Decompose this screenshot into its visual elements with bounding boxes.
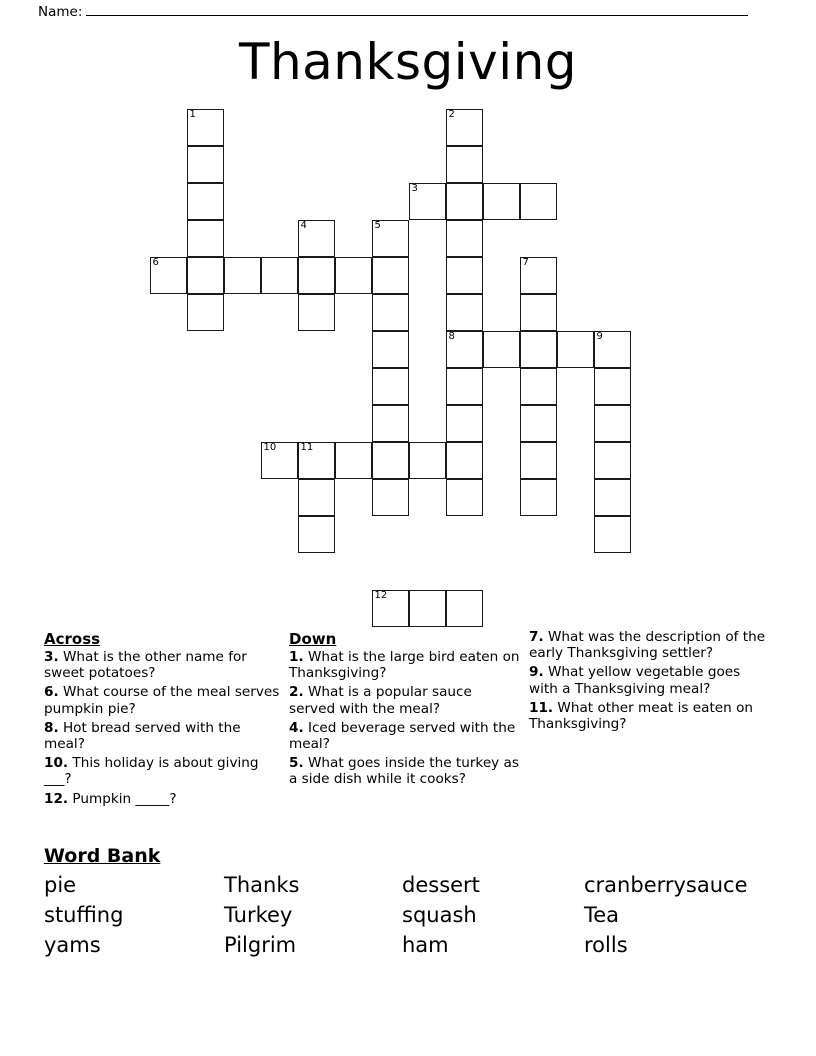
clue-text: This holiday is about giving ___?	[44, 755, 259, 788]
crossword-cell[interactable]	[298, 479, 335, 516]
clue-down	[289, 649, 521, 681]
clues-down-continued-list	[529, 629, 769, 732]
crossword-cell[interactable]	[483, 183, 520, 220]
crossword-cell[interactable]	[446, 479, 483, 516]
crossword-cell[interactable]	[520, 294, 557, 331]
crossword-cell[interactable]	[446, 109, 483, 146]
cell-number: 8	[448, 331, 455, 342]
clue-number: 6.	[44, 684, 59, 701]
clue-down	[529, 700, 769, 732]
clue-number: 2.	[289, 684, 304, 701]
word-bank-section	[44, 845, 784, 960]
crossword-cell[interactable]	[446, 405, 483, 442]
clues-down-continued-column	[529, 629, 777, 735]
cell-number: 9	[596, 331, 603, 342]
crossword-cell[interactable]	[446, 368, 483, 405]
word-bank-word: rolls	[584, 933, 628, 957]
clues-across-column	[44, 629, 289, 810]
crossword-cell[interactable]	[594, 331, 631, 368]
clues-across-list	[44, 649, 281, 807]
clue-across	[44, 684, 281, 716]
clue-text: What was the description of the early Thanksgiving settler?	[529, 629, 766, 662]
crossword-cell[interactable]	[372, 590, 409, 627]
crossword-cell[interactable]	[520, 257, 557, 294]
crossword-cell[interactable]	[520, 442, 557, 479]
clue-text: Hot bread served with the meal?	[44, 719, 241, 753]
cell-number: 5	[374, 220, 381, 231]
crossword-cell[interactable]	[446, 294, 483, 331]
word-bank-word: Pilgrim	[224, 933, 297, 957]
clue-text: What course of the meal serves pumpkin pie?	[44, 684, 280, 717]
crossword-cell[interactable]	[187, 294, 224, 331]
clue-text: What other meat is eaten on Thanksgiving?	[529, 699, 754, 733]
crossword-cell[interactable]	[298, 294, 335, 331]
clue-down	[529, 664, 769, 696]
crossword-cell[interactable]	[409, 590, 446, 627]
cell-number: 1	[189, 109, 196, 120]
cell-number: 3	[411, 183, 418, 194]
crossword-cell[interactable]	[594, 405, 631, 442]
crossword-cell[interactable]	[298, 442, 335, 479]
word-bank-word: Tea	[584, 903, 620, 927]
crossword-cell[interactable]	[594, 479, 631, 516]
crossword-cell[interactable]	[594, 442, 631, 479]
clues-across-heading: Across	[44, 630, 101, 648]
crossword-cell[interactable]	[483, 331, 520, 368]
crossword-cell[interactable]	[446, 183, 483, 220]
clue-number: 11.	[529, 699, 554, 716]
name-label: Name:	[38, 4, 83, 20]
clue-across	[44, 649, 281, 681]
word-bank-word: ham	[402, 933, 449, 957]
crossword-cell[interactable]	[224, 257, 261, 294]
clue-text: What is the large bird eaten on Thanksgiving?	[289, 649, 520, 682]
name-row	[38, 2, 748, 20]
crossword-cell[interactable]	[187, 183, 224, 220]
clues-down-heading: Down	[289, 630, 337, 648]
crossword-cell[interactable]	[372, 220, 409, 257]
crossword-cell[interactable]	[187, 257, 224, 294]
crossword-cell[interactable]	[335, 257, 372, 294]
crossword-cell[interactable]	[446, 220, 483, 257]
clue-number: 5.	[289, 755, 304, 772]
clue-text: What is the other name for sweet potatoes?	[44, 649, 247, 682]
crossword-cell[interactable]	[372, 442, 409, 479]
crossword-cell[interactable]	[187, 146, 224, 183]
crossword-cell[interactable]	[261, 442, 298, 479]
word-bank-word: pie	[44, 873, 77, 897]
cell-number: 6	[152, 257, 159, 268]
crossword-cell[interactable]	[446, 331, 483, 368]
clue-text: What yellow vegetable goes with a Thanksgiving meal?	[529, 664, 741, 697]
crossword-cell[interactable]	[409, 183, 446, 220]
crossword-cell[interactable]	[372, 294, 409, 331]
clue-across	[44, 720, 281, 752]
crossword-cell[interactable]	[187, 220, 224, 257]
crossword-cell[interactable]	[372, 257, 409, 294]
crossword-cell[interactable]	[372, 368, 409, 405]
crossword-cell[interactable]	[446, 146, 483, 183]
crossword-grid	[150, 109, 670, 629]
crossword-cell[interactable]	[557, 331, 594, 368]
crossword-cell[interactable]	[187, 109, 224, 146]
word-bank-word: stuffing	[44, 903, 124, 927]
crossword-cell[interactable]	[520, 183, 557, 220]
cell-number: 4	[300, 220, 307, 231]
clue-text: What is a popular sauce served with the meal?	[289, 684, 472, 717]
crossword-cell[interactable]	[520, 368, 557, 405]
word-bank-word: Thanks	[224, 873, 300, 897]
clues-section	[44, 629, 780, 810]
crossword-cell[interactable]	[335, 442, 372, 479]
crossword-cell[interactable]	[520, 479, 557, 516]
clue-text: What goes inside the turkey as a side dish while it cooks?	[289, 755, 519, 788]
clue-number: 7.	[529, 629, 544, 645]
crossword-cell[interactable]	[594, 368, 631, 405]
crossword-cell[interactable]	[298, 220, 335, 257]
clue-down	[289, 755, 521, 787]
crossword-cell[interactable]	[446, 442, 483, 479]
crossword-cell[interactable]	[520, 405, 557, 442]
clue-number: 3.	[44, 649, 59, 665]
clue-text: Pumpkin _____?	[68, 790, 177, 807]
cell-number: 10	[263, 442, 277, 453]
clue-down	[529, 629, 769, 661]
word-bank-word: Turkey	[224, 903, 293, 927]
cell-number: 12	[374, 590, 388, 601]
cell-number: 11	[300, 442, 314, 453]
word-bank-heading: Word Bank	[44, 845, 161, 867]
crossword-cell[interactable]	[372, 479, 409, 516]
crossword-cell[interactable]	[298, 516, 335, 553]
clue-number: 12.	[44, 790, 69, 807]
clue-down	[289, 720, 521, 752]
clue-number: 8.	[44, 719, 59, 736]
clue-across	[44, 791, 281, 807]
crossword-cell[interactable]	[520, 331, 557, 368]
word-bank-word: dessert	[402, 873, 480, 897]
word-bank-word: squash	[402, 903, 477, 927]
clue-number: 1.	[289, 649, 304, 665]
page-title: Thanksgiving	[238, 33, 578, 91]
crossword-cell[interactable]	[446, 257, 483, 294]
crossword-cell[interactable]	[594, 516, 631, 553]
clue-across	[44, 755, 281, 787]
word-bank-grid	[44, 871, 784, 960]
clue-number: 4.	[289, 719, 304, 736]
crossword-cell[interactable]	[372, 405, 409, 442]
clue-down	[289, 684, 521, 716]
clue-number: 10.	[44, 755, 69, 772]
word-bank-word: cranberrysauce	[584, 873, 748, 897]
clue-text: Iced beverage served with the meal?	[289, 719, 516, 753]
crossword-cell[interactable]	[446, 590, 483, 627]
crossword-cell[interactable]	[372, 331, 409, 368]
clue-number: 9.	[529, 664, 544, 681]
crossword-cell[interactable]	[409, 442, 446, 479]
crossword-cell[interactable]	[261, 257, 298, 294]
clues-down-column	[289, 629, 529, 791]
word-bank-word: yams	[44, 933, 101, 957]
crossword-cell[interactable]	[298, 257, 335, 294]
cell-number: 7	[522, 257, 529, 268]
cell-number: 2	[448, 109, 455, 120]
clues-down-list	[289, 649, 521, 788]
name-write-in-line[interactable]	[86, 2, 748, 16]
crossword-cell[interactable]	[150, 257, 187, 294]
